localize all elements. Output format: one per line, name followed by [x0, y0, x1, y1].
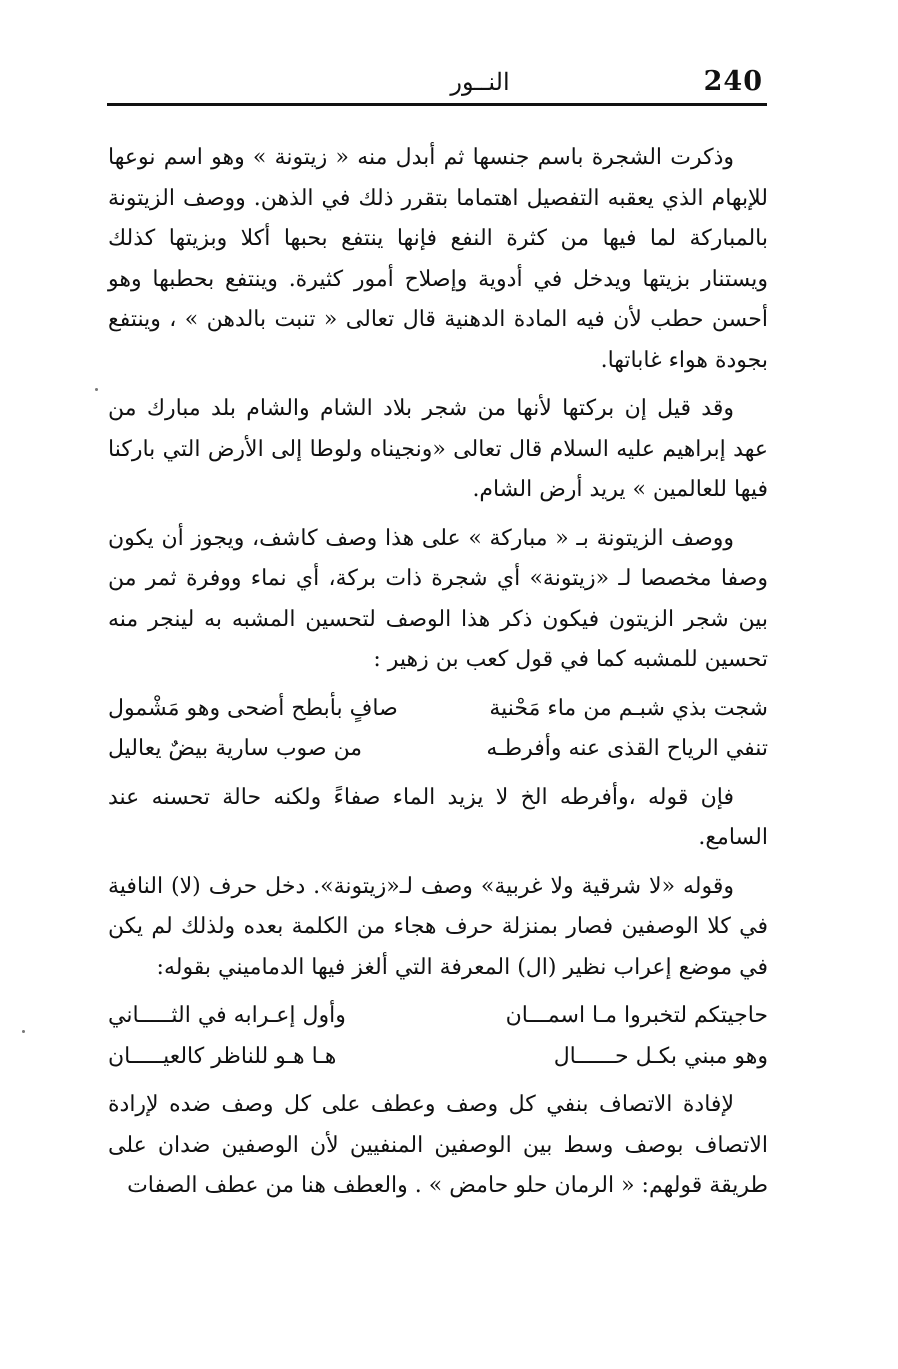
verse-hemistich: تنفي الرياح القذى عنه وأفرطـه [486, 736, 768, 761]
paragraph: وذكرت الشجرة باسم جنسها ثم أبدل منه « زيتونة » وهو اسم نوعها للإبهام الذي يعقبه التفصيل اهتماما بتقرر ذلك في الذهن. ووصف الزيتونة بالمباركة لما فيها من كثرة النفع فإنها ينتفع بحبها أكلا وبزيتها كذلك ويستنار بزيتها ويدخل في أدوية وإصلاح أمور كثيرة. وينتفع بحطبها وهو أحسن حطب لأن فيه المادة الدهنية قال تعالى « تنبت بالدهن » ، وينتفع بجودة هواء غاباتها. [108, 145, 768, 373]
paragraph: لإفادة الاتصاف بنفي كل وصف وعطف على كل وصف ضده لإرادة الاتصاف بوصف وسط بين الوصفين المنفيين لأن الوصفين ضدان على طريقة قولهم: « الرمان حلو حامض » . والعطف هنا من عطف الصفات [108, 1092, 768, 1198]
paragraph: وقوله «لا شرقية ولا غربية» وصف لـ«زيتونة». دخل حرف (لا) النافية في كلا الوصفين فصار بمنزلة حرف هجاء من الكلمة بعده ولذلك لم يكن في موضع إعراب نظير (ال) المعرفة التي ألغز فيها الدماميني بقوله: [108, 873, 768, 980]
verse-hemistich: من صوب سارية بيضٌ يعاليل [108, 736, 363, 761]
verse-line [108, 996, 768, 1037]
running-title: النــور [450, 68, 510, 96]
verse-line [108, 1037, 768, 1078]
header-rule [107, 103, 767, 106]
verse-hemistich: صافٍ بأبطح أضحى وهو مَشْمول [108, 695, 398, 721]
paragraph: ووصف الزيتونة بـ « مباركة » على هذا وصف كاشف، ويجوز أن يكون وصفا مخصصا لـ «زيتونة» أي شجرة ذات بركة، أي نماء ووفرة ثمر من بين شجر الزيتون فيكون ذكر هذا الوصف لتحسين المشبه به لينجر منه تحسين للمشبه كما في قول كعب بن زهير : [108, 525, 768, 672]
verse-line [108, 689, 768, 730]
scan-speck [95, 388, 98, 391]
paragraph: وقد قيل إن بركتها لأنها من شجر بلاد الشام والشام بلد مبارك من عهد إبراهيم عليه السلام قال تعالى «ونجيناه ولوطا إلى الأرض التي باركنا فيها للعالمين » يريد أرض الشام. [108, 396, 768, 502]
verse-hemistich: وهو مبني بكـل حــــــال [553, 1043, 768, 1069]
verse-hemistich: حاجيتكم لتخبروا مـا اسمـــان [505, 1003, 768, 1028]
poem-verse-damamini [108, 996, 768, 1077]
verse-hemistich: هـا هـو للناظر كالعيـــــان [108, 1043, 337, 1069]
page-body [108, 138, 768, 1207]
paragraph: فإن قوله ،وأفرطه الخ لا يزيد الماء صفاءً ولكنه حالة تحسنه عند السامع. [108, 784, 768, 850]
page-number: 240 [703, 66, 763, 97]
scan-speck [22, 1030, 25, 1033]
poem-verse-kaab [108, 689, 768, 770]
verse-hemistich: شجت بذي شبـم من ماء مَحْنية [489, 695, 768, 721]
verse-line [108, 729, 768, 770]
verse-hemistich: وأول إعـرابه في الثـــــاني [108, 1003, 346, 1028]
page-header [105, 66, 765, 102]
